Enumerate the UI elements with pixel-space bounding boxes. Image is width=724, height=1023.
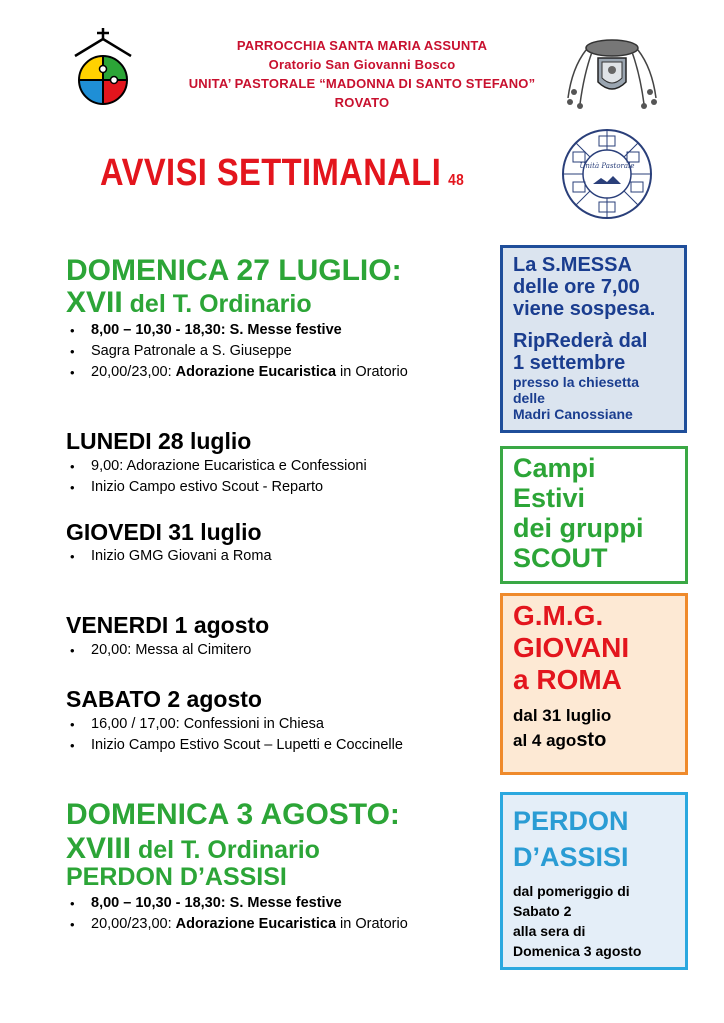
pastoral-unit-seal-icon <box>561 128 653 220</box>
notice-line: dei gruppi <box>513 513 644 543</box>
notice-line: PERDON <box>513 806 629 836</box>
notice-line: 1 settembre <box>513 352 626 374</box>
list-item: • 20,00/23,00: Adorazione Eucaristica in Oratorio <box>66 914 408 935</box>
list-item: • 16,00 / 17,00: Confessioni in Chiesa <box>66 714 403 735</box>
notice-line: Madri Canossiane <box>513 406 633 422</box>
section-heading-friday-1: VENERDI 1 agosto <box>66 612 270 638</box>
notice-line: dal pomeriggio di <box>513 883 630 899</box>
notice-line: delle <box>513 390 545 406</box>
notice-line: dal 31 luglio <box>513 706 612 725</box>
notice-line: alla sera di <box>513 923 586 939</box>
list-item: • 20,00/23,00: Adorazione Eucaristica in Oratorio <box>66 362 408 383</box>
mass-suspended-notice <box>500 245 687 433</box>
events-list-thursday-31 <box>66 546 272 567</box>
section-subheading-sunday-27 <box>66 288 312 319</box>
events-list-saturday-2 <box>66 714 403 756</box>
list-item: • 9,00: Adorazione Eucaristica e Confessioni <box>66 456 367 477</box>
parish-name: PARROCCHIA SANTA MARIA ASSUNTA <box>236 38 488 53</box>
bishop-coat-of-arms-icon <box>562 38 662 110</box>
notice-line: La S.MESSA <box>513 254 632 276</box>
notice-line: D’ASSISI <box>513 842 629 872</box>
list-item: • 8,00 – 10,30 - 18,30: S. Messe festive <box>66 320 408 341</box>
list-item: • Inizio GMG Giovani a Roma <box>66 546 272 567</box>
perdon-assisi-notice <box>500 792 688 970</box>
notice-line: SCOUT <box>513 543 608 573</box>
ordinary-time-numeral: XVIII <box>66 832 132 865</box>
section-heading-sunday-27: DOMENICA 27 LUGLIO: <box>66 254 402 287</box>
perdon-assisi-heading: PERDON D’ASSISI <box>66 863 287 891</box>
notice-line: al 4 agosto <box>513 729 607 751</box>
ordinary-time-label: del T. Ordinario <box>122 290 312 318</box>
section-heading-saturday-2: SABATO 2 agosto <box>66 686 262 712</box>
notice-line: Estivi <box>513 483 586 513</box>
pastoral-unit-name: UNITA’ PASTORALE “MADONNA DI SANTO STEFANO” <box>188 76 536 91</box>
notice-line: G.M.G. <box>513 600 604 631</box>
town-name: ROVATO <box>334 95 390 110</box>
list-item: • 20,00: Messa al Cimitero <box>66 640 251 661</box>
section-heading-thursday-31: GIOVEDI 31 luglio <box>66 519 262 545</box>
events-list-sunday-3 <box>66 893 408 935</box>
oratory-name: Oratorio San Giovanni Bosco <box>268 57 456 72</box>
section-heading-monday-28: LUNEDI 28 luglio <box>66 428 252 454</box>
list-item: • Sagra Patronale a S. Giuseppe <box>66 341 408 362</box>
ordinary-time-label: del T. Ordinario <box>131 836 320 864</box>
scout-camps-notice <box>500 446 688 584</box>
notice-line: viene sospesa. <box>513 298 656 320</box>
notice-line: GIOVANI <box>513 632 630 663</box>
section-subheading-sunday-3 <box>66 834 320 865</box>
section-heading-sunday-3: DOMENICA 3 AGOSTO: <box>66 798 400 831</box>
ordinary-time-numeral: XVII <box>66 286 123 319</box>
events-list-monday-28 <box>66 456 367 498</box>
gmg-rome-notice <box>500 593 688 775</box>
seal-text: Unità Pastorale <box>579 162 635 170</box>
list-item: • Inizio Campo estivo Scout - Reparto <box>66 477 367 498</box>
notice-line: a ROMA <box>513 664 622 695</box>
title-number: 48 <box>448 172 465 189</box>
notice-line: delle ore 7,00 <box>513 276 640 298</box>
title-main: AVVISI SETTIMANALI <box>100 152 442 194</box>
notice-line: Sabato 2 <box>513 903 572 919</box>
notice-line: presso la chiesetta <box>513 374 640 390</box>
events-list-sunday-27 <box>66 320 408 383</box>
list-item: • Inizio Campo Estivo Scout – Lupetti e Coccinelle <box>66 735 403 756</box>
events-list-friday-1 <box>66 640 251 661</box>
page-title <box>100 152 464 195</box>
notice-line: Campi <box>513 453 596 483</box>
list-item: • 8,00 – 10,30 - 18,30: S. Messe festive <box>66 893 408 914</box>
notice-line: Domenica 3 agosto <box>513 943 642 959</box>
notice-line: RipRederà dal <box>513 330 648 352</box>
